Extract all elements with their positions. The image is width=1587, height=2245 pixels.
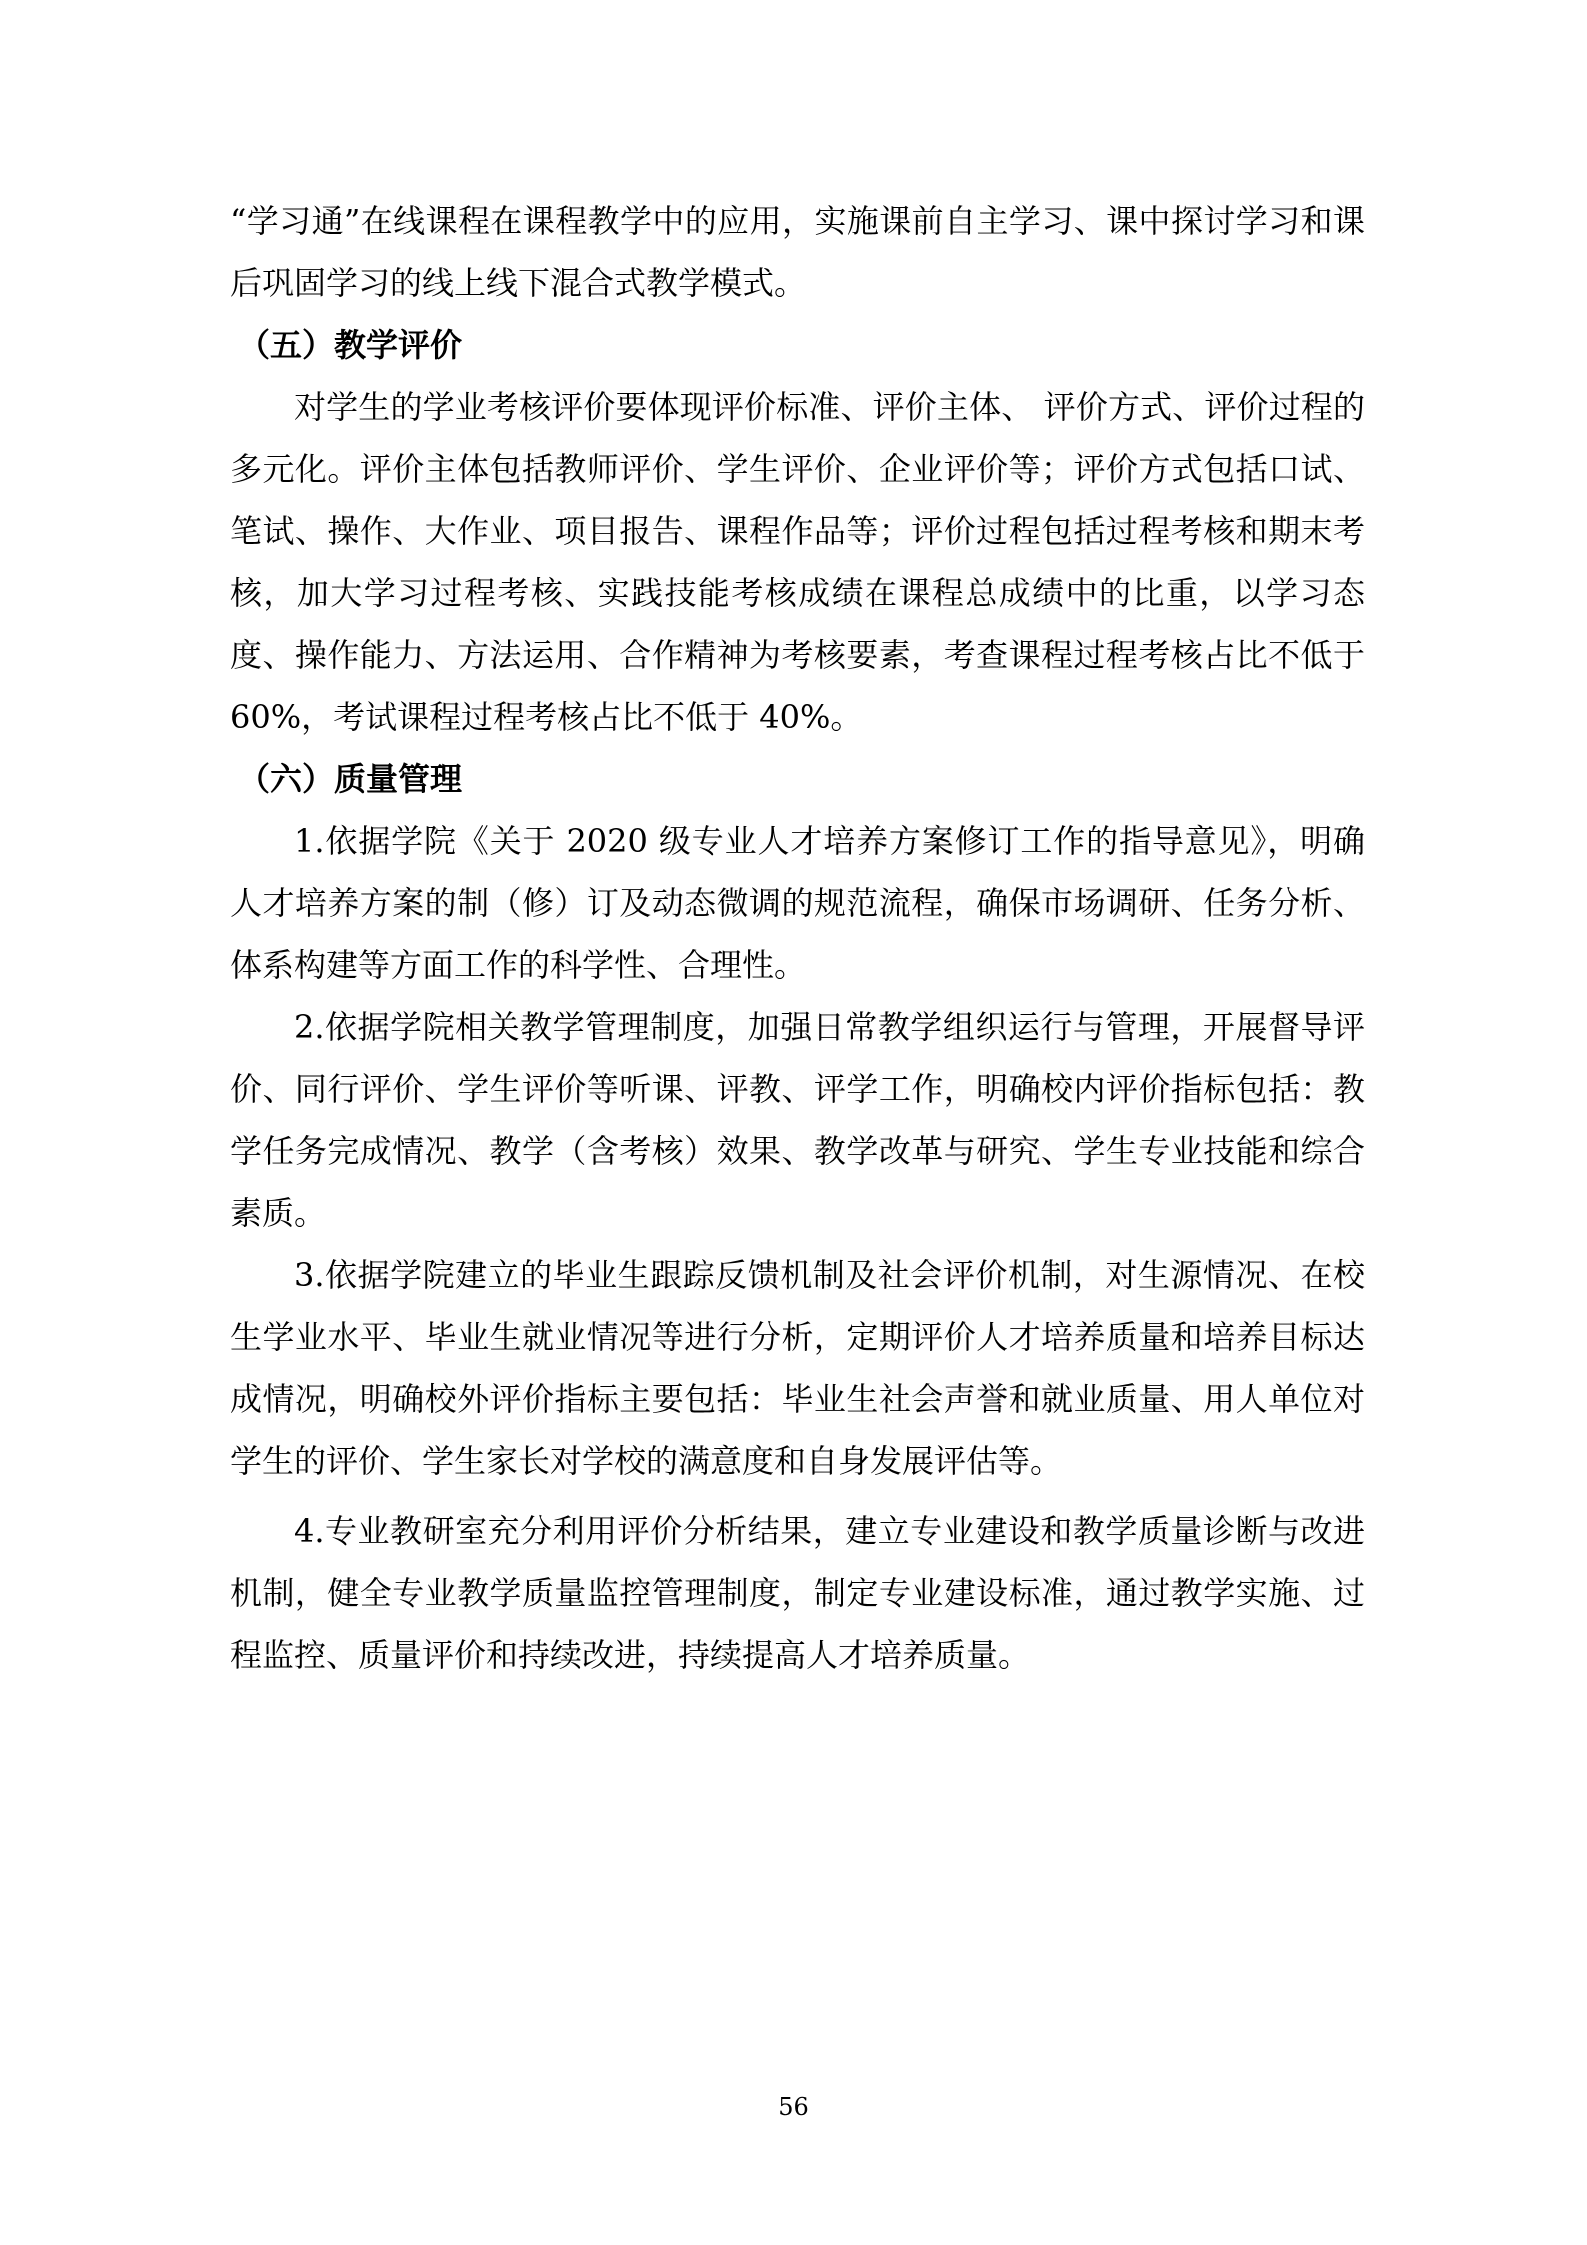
section-heading-teaching-evaluation: （五）教学评价 [238, 326, 463, 364]
page-number: 56 [778, 2093, 809, 2121]
list-item-quality-1: 1.依据学院《关于 2020 级专业人才培养方案修订工作的指导意见》，明确人才培养方案的制（修）订及动态微调的规范流程，确保市场调研、任务分析、体系构建等方面工作的科学性、合理性。 [230, 822, 1365, 984]
list-item-quality-2: 2.依据学院相关教学管理制度，加强日常教学组织运行与管理，开展督导评价、同行评价、学生评价等听课、评教、评学工作，明确校内评价指标包括：教学任务完成情况、教学（含考核）效果、教学改革与研究、学生专业技能和综合素质。 [230, 1008, 1365, 1232]
paragraph-evaluation-details: 对学生的学业考核评价要体现评价标准、评价主体、 评价方式、评价过程的多元化。评价主体包括教师评价、学生评价、企业评价等；评价方式包括口试、笔试、操作、大作业、项目报告、课程作品等；评价过程包括过程考核和期末考核，加大学习过程考核、实践技能考核成绩在课程总成绩中的比重，以学习态度、操作能力、方法运用、合作精神为考核要素，考查课程过程考核占比不低于 60%，考试课程过程考核占比不低于 40%。 [230, 388, 1365, 736]
list-item-quality-3: 3.依据学院建立的毕业生跟踪反馈机制及社会评价机制，对生源情况、在校生学业水平、毕业生就业情况等进行分析，定期评价人才培养质量和培养目标达成情况，明确校外评价指标主要包括：毕业生社会声誉和就业质量、用人单位对学生的评价、学生家长对学校的满意度和自身发展评估等。 [230, 1256, 1365, 1480]
paragraph-online-course: “学习通”在线课程在课程教学中的应用，实施课前自主学习、课中探讨学习和课后巩固学习的线上线下混合式教学模式。 [230, 202, 1365, 302]
page-content [230, 190, 1365, 1686]
list-item-quality-4: 4.专业教研室充分利用评价分析结果，建立专业建设和教学质量诊断与改进机制，健全专业教学质量监控管理制度，制定专业建设标准，通过教学实施、过程监控、质量评价和持续改进，持续提高人才培养质量。 [230, 1512, 1365, 1674]
section-heading-quality-management: （六）质量管理 [238, 760, 463, 798]
